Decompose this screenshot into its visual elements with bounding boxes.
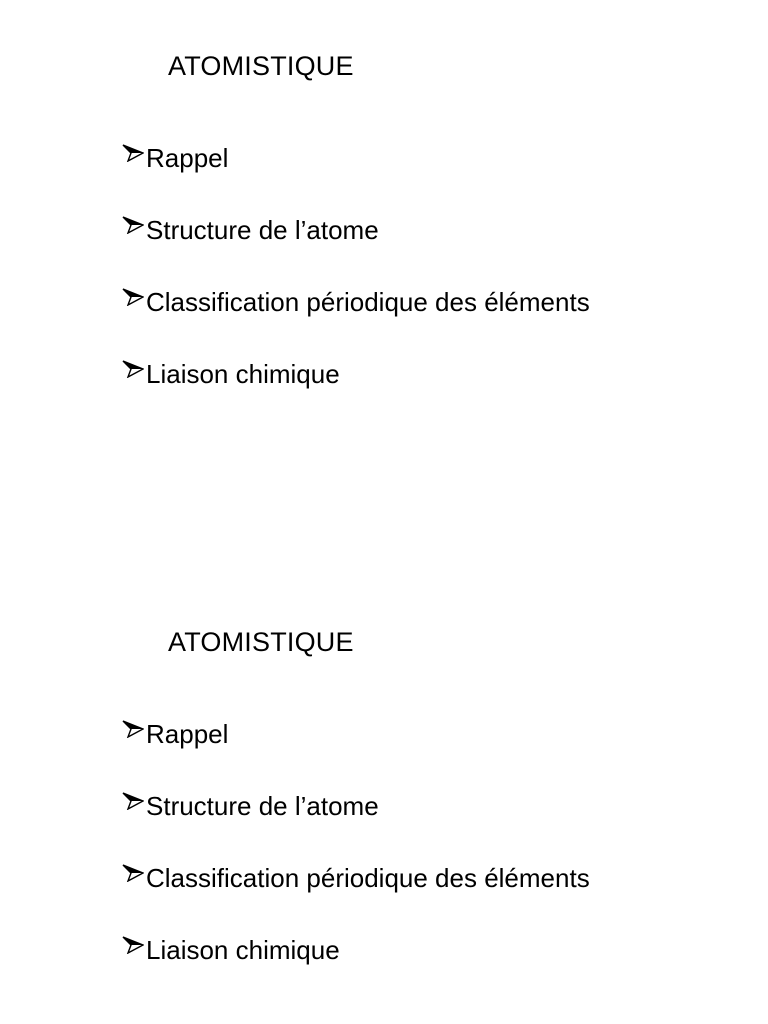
section-title: ATOMISTIQUE (168, 627, 354, 657)
list-item-label: Rappel (146, 719, 229, 749)
arrowhead-bullet-icon (122, 792, 144, 810)
arrowhead-bullet-icon (122, 864, 144, 882)
list-item-label: Classification périodique des éléments (146, 287, 590, 317)
list-item-label: Structure de l’atome (146, 791, 379, 821)
list-item-label: Structure de l’atome (146, 215, 379, 245)
arrowhead-bullet-icon (122, 720, 144, 738)
arrowhead-bullet-icon (122, 288, 144, 306)
list-item-label: Rappel (146, 143, 229, 173)
list-item-label: Liaison chimique (146, 359, 340, 389)
arrowhead-bullet-icon (122, 936, 144, 954)
list-item-label: Liaison chimique (146, 935, 340, 965)
list-item-label: Classification périodique des éléments (146, 863, 590, 893)
arrowhead-bullet-icon (122, 360, 144, 378)
arrowhead-bullet-icon (122, 144, 144, 162)
section-title: ATOMISTIQUE (168, 51, 354, 81)
arrowhead-bullet-icon (122, 216, 144, 234)
